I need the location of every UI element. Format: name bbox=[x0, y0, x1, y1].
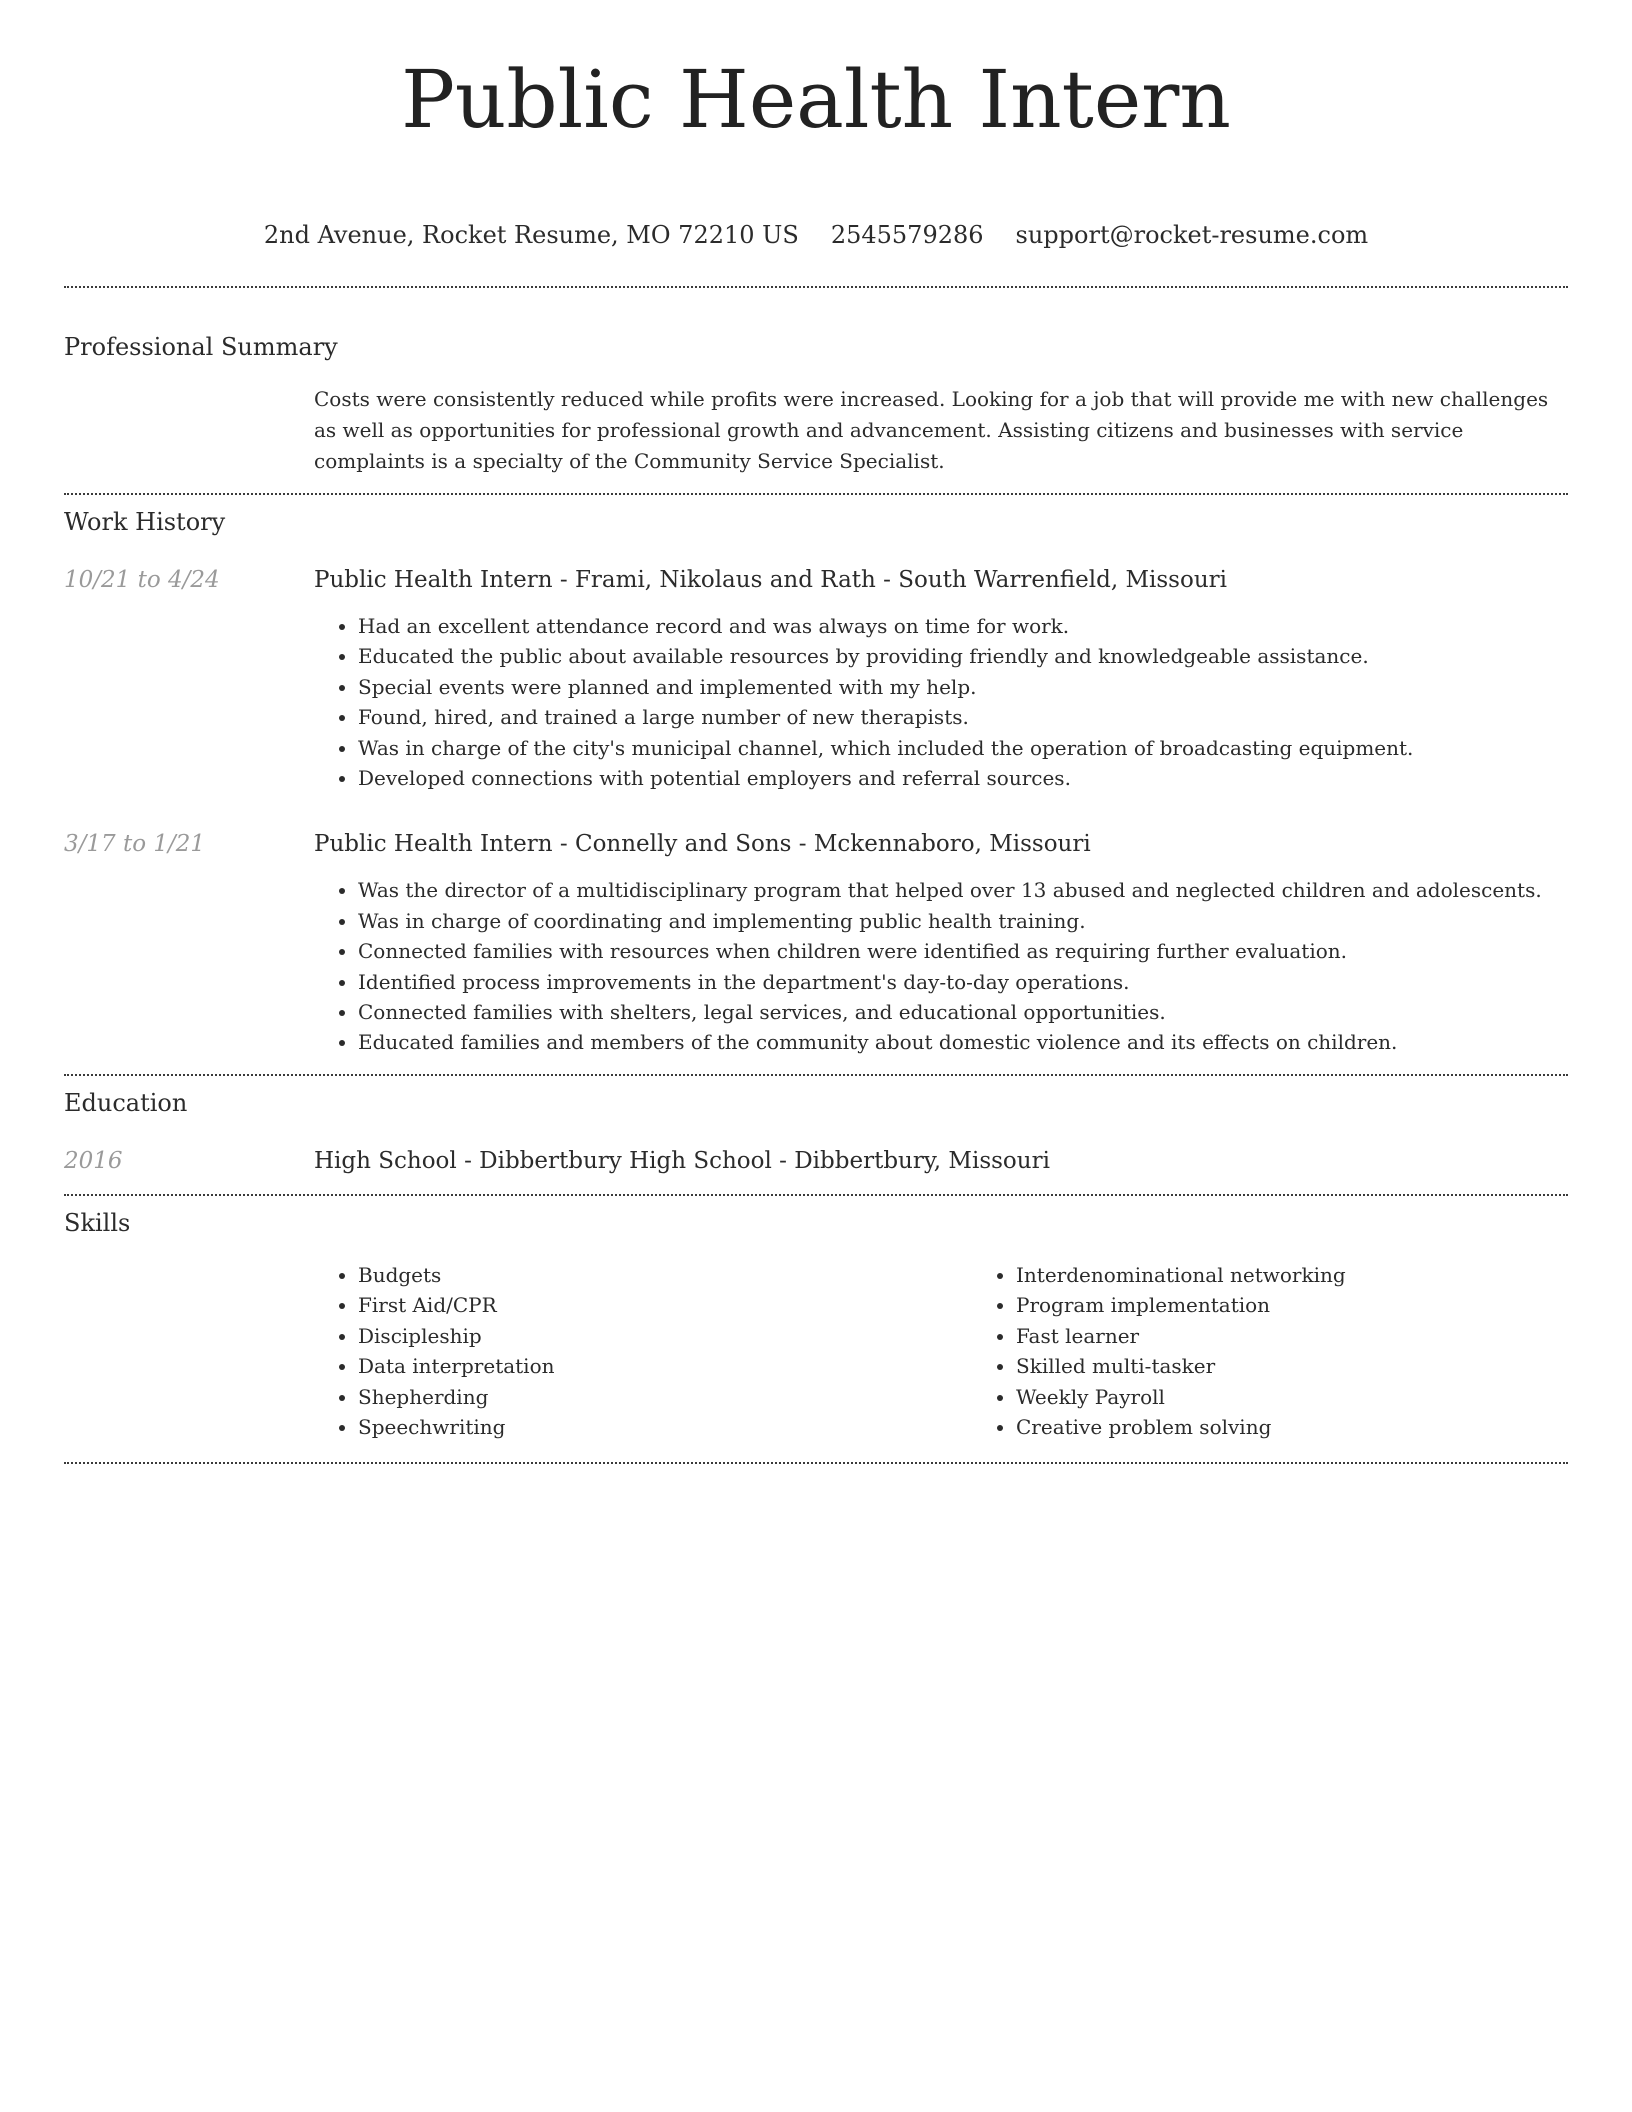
work-history-section bbox=[64, 507, 1568, 1058]
job-bullet: • Developed connections with potential employers and referral sources. bbox=[358, 763, 1568, 793]
education-title: Education bbox=[64, 1088, 188, 1117]
skill-item: • Weekly Payroll bbox=[1016, 1382, 1630, 1412]
education-divider bbox=[64, 1194, 1568, 1196]
contact-phone: 2545579286 bbox=[830, 221, 984, 249]
skill-item: • Program implementation bbox=[1016, 1290, 1630, 1320]
job-bullet: • Special events were planned and implemented with my help. bbox=[358, 672, 1568, 702]
summary-text: Costs were consistently reduced while profits were increased. Looking for a job that will provide me with new challenges as well as opportunities for professional growth and advancement. Assisting citizens and businesses with service complaints is a specialty of the Community Service Specialist. bbox=[314, 387, 1549, 473]
skills-list-right bbox=[972, 1260, 1630, 1442]
job-bullet: • Was in charge of coordinating and implementing public health training. bbox=[358, 906, 1568, 936]
skill-item: • Interdenominational networking bbox=[1016, 1260, 1630, 1290]
contact-email: support@rocket-resume.com bbox=[1015, 221, 1369, 249]
education-entry bbox=[64, 1146, 1568, 1176]
job-bullet: • Identified process improvements in the department's day-to-day operations. bbox=[358, 967, 1568, 997]
job-bullet: • Connected families with shelters, legal services, and educational opportunities. bbox=[358, 997, 1568, 1027]
skill-item: • Discipleship bbox=[358, 1321, 972, 1351]
education-section bbox=[64, 1088, 1568, 1176]
skill-item: • First Aid/CPR bbox=[358, 1290, 972, 1320]
education-year: 2016 bbox=[64, 1147, 123, 1174]
skills-divider bbox=[64, 1462, 1568, 1464]
job-bullet: • Was the director of a multidisciplinary program that helped over 13 abused and neglected children and adolescents. bbox=[358, 875, 1568, 905]
header-divider bbox=[64, 286, 1568, 288]
summary-title: Professional Summary bbox=[64, 333, 338, 361]
summary-section bbox=[64, 332, 1568, 477]
work-history-title: Work History bbox=[64, 508, 226, 536]
job-bullet: • Had an excellent attendance record and was always on time for work. bbox=[358, 611, 1568, 641]
job-bullets bbox=[314, 611, 1568, 793]
job-dates: 10/21 to 4/24 bbox=[64, 567, 220, 593]
job-entry bbox=[64, 565, 1568, 793]
contact-address: 2nd Avenue, Rocket Resume, MO 72210 US bbox=[263, 221, 799, 249]
candidate-name: Public Health Intern bbox=[401, 53, 1231, 146]
job-bullet: • Educated families and members of the community about domestic violence and its effects on children. bbox=[358, 1027, 1568, 1057]
skill-item: • Data interpretation bbox=[358, 1351, 972, 1381]
job-bullets bbox=[314, 875, 1568, 1057]
skills-grid bbox=[314, 1260, 1630, 1442]
skill-item: • Creative problem solving bbox=[1016, 1412, 1630, 1442]
skill-item: • Fast learner bbox=[1016, 1321, 1630, 1351]
education-heading: High School - Dibbertbury High School - Dibbertbury, Missouri bbox=[314, 1147, 1050, 1174]
job-heading: Public Health Intern - Connelly and Sons - Mckennaboro, Missouri bbox=[314, 831, 1091, 858]
skills-list-left bbox=[314, 1260, 972, 1442]
job-dates: 3/17 to 1/21 bbox=[64, 831, 206, 858]
summary-left-spacer bbox=[64, 384, 314, 477]
summary-divider bbox=[64, 493, 1568, 495]
skill-item: • Budgets bbox=[358, 1260, 972, 1290]
job-bullet: • Connected families with resources when children were identified as requiring further evaluation. bbox=[358, 936, 1568, 966]
skill-item: • Skilled multi-tasker bbox=[1016, 1351, 1630, 1381]
skills-title: Skills bbox=[64, 1208, 131, 1237]
skills-section bbox=[64, 1208, 1568, 1442]
skills-left-spacer bbox=[64, 1260, 314, 1442]
job-bullet: • Found, hired, and trained a large number of new therapists. bbox=[358, 702, 1568, 732]
job-bullet: • Educated the public about available resources by providing friendly and knowledgeable assistance. bbox=[358, 641, 1568, 671]
job-entry bbox=[64, 829, 1568, 1057]
contact-line bbox=[64, 204, 1568, 250]
skill-item: • Shepherding bbox=[358, 1382, 972, 1412]
job-heading: Public Health Intern - Frami, Nikolaus and Rath - South Warrenfield, Missouri bbox=[314, 567, 1227, 593]
skill-item: • Speechwriting bbox=[358, 1412, 972, 1442]
work-divider bbox=[64, 1074, 1568, 1076]
job-bullet: • Was in charge of the city's municipal channel, which included the operation of broadcasting equipment. bbox=[358, 733, 1568, 763]
